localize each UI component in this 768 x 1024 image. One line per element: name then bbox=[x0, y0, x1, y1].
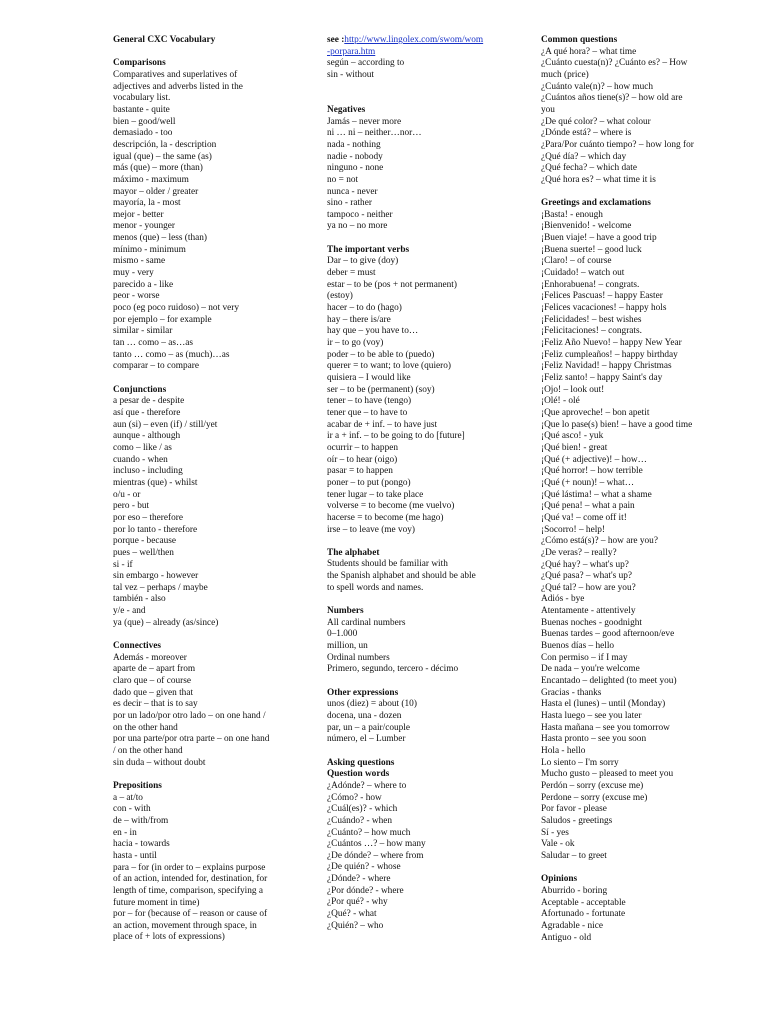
vocab-entry: querer = to want; to love (quiero) bbox=[327, 361, 451, 372]
vocab-entry: ¡Bienvenido! - welcome bbox=[541, 221, 632, 232]
vocab-entry: hacerse = to become (me hago) bbox=[327, 512, 444, 523]
vocab-entry: vocabulary list. bbox=[113, 93, 171, 104]
vocab-entry: ¡Claro! – of course bbox=[541, 256, 612, 267]
vocab-entry: Saludar – to greet bbox=[541, 850, 607, 861]
vocab-entry: mayoría, la - most bbox=[113, 198, 181, 209]
vocab-entry: / on the other hand bbox=[113, 745, 183, 756]
vocab-entry: ¡Feliz santo! – happy Saint's day bbox=[541, 373, 663, 384]
vocab-entry: nadie - nobody bbox=[327, 151, 383, 162]
vocab-entry: peor - worse bbox=[113, 291, 160, 302]
spacer bbox=[113, 769, 298, 781]
vocab-entry: ¿De qué color? – what colour bbox=[541, 116, 651, 127]
vocab-entry: mínimo - minimum bbox=[113, 244, 186, 255]
vocab-entry: no = not bbox=[327, 174, 359, 185]
vocab-entry: ¡Qué bien! - great bbox=[541, 442, 608, 453]
vocab-entry: ¡Felices vacaciones! – happy hols bbox=[541, 303, 667, 314]
vocab-entry: muy - very bbox=[113, 268, 154, 279]
vocab-entry: volverse = to become (me vuelvo) bbox=[327, 501, 455, 512]
vocab-entry: ¡Qué horror! – how terrible bbox=[541, 466, 643, 477]
vocab-entry: Vale - ok bbox=[541, 839, 575, 850]
vocab-entry: ¿Cuántos años tiene(s)? – how old are bbox=[541, 93, 683, 104]
vocab-entry: unos (diez) = about (10) bbox=[327, 699, 417, 710]
reference-link[interactable]: http://www.lingolex.com/swom/wom bbox=[344, 35, 484, 45]
vocab-entry: a pesar de - despite bbox=[113, 396, 185, 407]
vocab-entry: ¡Buena suerte! – good luck bbox=[541, 244, 642, 255]
vocab-entry: ¿Qué tal? – how are you? bbox=[541, 582, 636, 593]
vocab-entry: ¡Feliz Navidad! – happy Christmas bbox=[541, 361, 672, 372]
vocab-entry: parecido a - like bbox=[113, 279, 174, 290]
vocab-entry: por ejemplo – for example bbox=[113, 314, 212, 325]
vocab-entry: número, el – Lumber bbox=[327, 734, 406, 745]
vocab-entry: ¡Feliz cumpleaños! – happy birthday bbox=[541, 349, 678, 360]
vocab-entry: con - with bbox=[113, 804, 151, 815]
vocab-entry: ¿Por dónde? - where bbox=[327, 885, 404, 896]
section-heading: Conjunctions bbox=[113, 384, 167, 395]
vocab-entry: Gracias - thanks bbox=[541, 687, 602, 698]
vocab-entry: irse – to leave (me voy) bbox=[327, 524, 416, 535]
vocab-entry: deber = must bbox=[327, 268, 376, 279]
vocab-entry: ¡Qué lástima! – what a shame bbox=[541, 489, 652, 500]
vocab-entry: hay – there is/are bbox=[327, 314, 391, 325]
vocab-entry: Atentamente - attentively bbox=[541, 606, 636, 617]
spacer bbox=[541, 187, 741, 199]
section-heading: Asking questions bbox=[327, 757, 395, 768]
vocab-entry: ¿De dónde? – where from bbox=[327, 850, 424, 861]
vocab-entry: (estoy) bbox=[327, 291, 353, 302]
vocab-entry: para – for (in order to – explains purpose bbox=[113, 862, 266, 873]
vocab-entry: tal vez – perhaps / maybe bbox=[113, 582, 208, 593]
reference-link[interactable]: -porpara.htm bbox=[327, 46, 376, 57]
vocab-entry: oír – to hear (oigo) bbox=[327, 454, 398, 465]
vocab-entry: Agradable - nice bbox=[541, 920, 603, 931]
vocab-entry: ¿Dónde está? – where is bbox=[541, 128, 632, 139]
vocab-entry: hacer – to do (hago) bbox=[327, 303, 402, 314]
vocab-entry: quisiera – I would like bbox=[327, 372, 411, 383]
vocab-entry: acabar de + inf. – to have just bbox=[327, 419, 438, 430]
vocab-entry: incluso - including bbox=[113, 466, 183, 477]
vocab-entry: Buenos días – hello bbox=[541, 641, 615, 652]
vocab-entry: igual (que) – the same (as) bbox=[113, 151, 212, 162]
vocab-entry: Hasta pronto – see you soon bbox=[541, 734, 647, 745]
vocab-entry: similar - similar bbox=[113, 326, 173, 337]
vocab-entry: De nada – you're welcome bbox=[541, 664, 640, 675]
vocab-entry: tener lugar – to take place bbox=[327, 489, 424, 500]
section-heading: Question words bbox=[327, 769, 390, 780]
vocab-entry: ninguno - none bbox=[327, 163, 384, 174]
spacer bbox=[541, 863, 741, 875]
vocab-entry: ¿Cuánto vale(n)? – how much bbox=[541, 81, 654, 92]
vocab-entry: Aceptable - acceptable bbox=[541, 897, 626, 908]
vocab-entry: Hasta luego – see you later bbox=[541, 711, 642, 722]
spacer bbox=[327, 82, 523, 94]
vocab-entry: poner – to put (pongo) bbox=[327, 477, 411, 488]
vocab-entry: million, un bbox=[327, 641, 368, 652]
vocab-entry: ¡Qué (+ adjective)! – how… bbox=[541, 454, 647, 465]
column-middle bbox=[327, 35, 523, 932]
vocab-entry: por un lado/por otro lado – on one hand / bbox=[113, 711, 266, 722]
vocab-entry: ¡Enhorabuena! – congrats. bbox=[541, 279, 640, 290]
section-heading: Prepositions bbox=[113, 780, 162, 791]
vocab-entry: menos (que) – less (than) bbox=[113, 233, 207, 244]
vocab-entry: hay que – you have to… bbox=[327, 326, 419, 337]
vocab-entry: Hasta el (lunes) – until (Monday) bbox=[541, 699, 666, 710]
vocab-entry: tanto … como – as (much)…as bbox=[113, 349, 230, 360]
vocab-entry: ¿Cuál(es)? - which bbox=[327, 804, 398, 815]
vocab-entry: Hola - hello bbox=[541, 746, 586, 757]
section-heading: Connectives bbox=[113, 641, 162, 652]
vocab-entry: o/u - or bbox=[113, 489, 141, 500]
vocab-entry: hacia - towards bbox=[113, 839, 170, 850]
vocab-entry: Saludos - greetings bbox=[541, 815, 613, 826]
vocab-entry: dado que – given that bbox=[113, 687, 194, 698]
vocab-entry: máximo - maximum bbox=[113, 174, 189, 185]
section-heading: Comparisons bbox=[113, 58, 166, 69]
vocab-entry: Antiguo - old bbox=[541, 932, 592, 943]
vocab-entry: demasiado - too bbox=[113, 128, 173, 139]
vocab-entry: ¿Qué día? – which day bbox=[541, 151, 627, 162]
vocab-entry: mayor – older / greater bbox=[113, 186, 199, 197]
vocab-entry: también - also bbox=[113, 594, 166, 605]
vocab-entry: ¿Qué fecha? – which date bbox=[541, 163, 638, 174]
vocab-entry: Hasta mañana – see you tomorrow bbox=[541, 722, 670, 733]
vocab-entry: ¡Olé! - olé bbox=[541, 396, 580, 407]
section-heading: Greetings and exclamations bbox=[541, 198, 651, 209]
vocab-entry: ocurrir – to happen bbox=[327, 442, 398, 453]
section-heading: Opinions bbox=[541, 874, 578, 885]
vocab-entry: hasta - until bbox=[113, 850, 157, 861]
vocab-entry: Ordinal numbers bbox=[327, 652, 390, 663]
vocab-entry: ser – to be (permanent) (soy) bbox=[327, 384, 435, 395]
vocab-entry: ¿Cómo? - how bbox=[327, 792, 382, 803]
reference-link-continued bbox=[327, 47, 523, 59]
vocab-entry: y/e - and bbox=[113, 606, 146, 617]
vocab-entry: tener – to have (tengo) bbox=[327, 396, 412, 407]
vocab-entry: cuando - when bbox=[113, 454, 168, 465]
vocab-entry: an action, movement through space, in bbox=[113, 920, 257, 931]
vocab-entry: Con permiso – if I may bbox=[541, 652, 628, 663]
vocab-entry: ¿Cuándo? - when bbox=[327, 815, 393, 826]
vocab-entry: Sí - yes bbox=[541, 827, 569, 838]
vocab-entry: adjectives and adverbs listed in the bbox=[113, 81, 243, 92]
vocab-entry: según – according to bbox=[327, 58, 405, 69]
vocab-entry: place of + lots of expressions) bbox=[113, 932, 225, 943]
vocab-entry: ¿Cuánto? – how much bbox=[327, 827, 411, 838]
vocab-entry: ¡Socorro! – help! bbox=[541, 524, 606, 535]
vocab-entry: nada - nothing bbox=[327, 139, 381, 150]
vocab-entry: por – for (because of – reason or cause of bbox=[113, 909, 268, 920]
vocab-entry: es decir – that is to say bbox=[113, 699, 198, 710]
vocab-entry: Encantado – delighted (to meet you) bbox=[541, 676, 677, 687]
vocab-entry: ir – to go (voy) bbox=[327, 338, 384, 349]
vocab-entry: claro que – of course bbox=[113, 676, 191, 687]
vocab-entry: Aburrido - boring bbox=[541, 885, 608, 896]
vocab-entry: ni … ni – neither…nor… bbox=[327, 128, 422, 139]
vocab-entry: Además - moreover bbox=[113, 652, 187, 663]
vocab-entry: ¡Qué va! – come off it! bbox=[541, 512, 627, 523]
vocab-entry: Comparatives and superlatives of bbox=[113, 69, 238, 80]
vocab-entry: 0–1.000 bbox=[327, 629, 358, 640]
vocab-entry: tampoco - neither bbox=[327, 209, 393, 220]
section-heading: Common questions bbox=[541, 35, 618, 45]
vocab-entry: tan … como – as…as bbox=[113, 338, 194, 349]
vocab-entry: aparte de – apart from bbox=[113, 664, 196, 675]
vocab-entry: Por favor - please bbox=[541, 804, 607, 815]
section-heading: The important verbs bbox=[327, 244, 410, 255]
vocab-entry: ¿Cuánto cuesta(n)? ¿Cuánto es? – How bbox=[541, 58, 688, 69]
vocab-entry: sin duda – without doubt bbox=[113, 757, 206, 768]
vocab-entry: All cardinal numbers bbox=[327, 617, 406, 628]
spacer bbox=[113, 373, 298, 385]
vocab-entry: poco (eg poco ruidoso) – not very bbox=[113, 303, 239, 314]
vocab-entry: Primero, segundo, tercero - décimo bbox=[327, 664, 459, 675]
vocab-entry: ¿Qué pasa? – what's up? bbox=[541, 571, 632, 582]
spacer bbox=[327, 93, 523, 105]
spacer bbox=[327, 676, 523, 688]
vocab-entry: ¡Qué (+ noun)! – what… bbox=[541, 477, 635, 488]
vocab-entry: sino - rather bbox=[327, 198, 372, 209]
vocab-entry: por lo tanto - therefore bbox=[113, 524, 198, 535]
vocab-entry: ¡Felicidades! – best wishes bbox=[541, 314, 642, 325]
vocab-entry: Dar – to give (doy) bbox=[327, 256, 399, 267]
vocab-entry: sin - without bbox=[327, 69, 375, 80]
vocab-entry: ¡Ojo! – look out! bbox=[541, 384, 605, 395]
reference-line bbox=[327, 35, 523, 47]
section-heading: Negatives bbox=[327, 104, 366, 115]
vocab-entry: Perdón – sorry (excuse me) bbox=[541, 780, 644, 791]
vocab-entry: ¡Qué pena! – what a pain bbox=[541, 501, 635, 512]
vocab-entry: ¿De veras? – really? bbox=[541, 547, 617, 558]
vocab-entry: ¡Buen viaje! – have a good trip bbox=[541, 233, 657, 244]
vocab-entry: of an action, intended for, destination, for bbox=[113, 874, 268, 885]
vocab-entry: estar – to be (pos + not permanent) bbox=[327, 279, 457, 290]
vocab-entry: bastante - quite bbox=[113, 104, 170, 115]
vocab-entry: ¿Adónde? – where to bbox=[327, 780, 407, 791]
vocab-entry: mientras (que) - whilst bbox=[113, 477, 198, 488]
vocab-entry: comparar – to compare bbox=[113, 361, 199, 372]
vocab-entry: aun (si) – even (if) / still/yet bbox=[113, 419, 218, 430]
vocab-entry: the Spanish alphabet and should be able bbox=[327, 571, 476, 582]
vocab-entry: to spell words and names. bbox=[327, 582, 424, 593]
vocab-entry: future moment in time) bbox=[113, 897, 200, 908]
vocab-entry: you bbox=[541, 104, 555, 115]
section-heading: The alphabet bbox=[327, 547, 380, 558]
vocab-entry: como – like / as bbox=[113, 442, 172, 453]
vocab-entry: much (price) bbox=[541, 69, 589, 80]
vocab-entry: ¿Qué hora es? – what time it is bbox=[541, 174, 656, 185]
vocab-entry: ¿Dónde? - where bbox=[327, 874, 391, 885]
vocab-entry: ya no – no more bbox=[327, 221, 388, 232]
section-heading: General CXC Vocabulary bbox=[113, 35, 216, 45]
vocab-entry: menor - younger bbox=[113, 221, 175, 232]
vocab-entry: Perdone – sorry (excuse me) bbox=[541, 792, 648, 803]
reference-label: see : bbox=[327, 35, 345, 45]
vocab-entry: tener que – to have to bbox=[327, 407, 408, 418]
vocab-entry: ¿Quién? – who bbox=[327, 920, 384, 931]
spacer bbox=[327, 233, 523, 245]
column-right bbox=[541, 35, 741, 944]
vocab-entry: ¿Cómo está(s)? – how are you? bbox=[541, 536, 658, 547]
spacer bbox=[327, 536, 523, 548]
vocab-entry: ir a + inf. – to be going to do [future] bbox=[327, 431, 465, 442]
vocab-entry: ¿Para/Por cuánto tiempo? – how long for bbox=[541, 139, 694, 150]
vocab-entry: mejor - better bbox=[113, 209, 164, 220]
vocab-entry: ¡Felicitaciones! – congrats. bbox=[541, 326, 642, 337]
vocab-entry: más (que) – more (than) bbox=[113, 163, 203, 174]
vocab-entry: Afortunado - fortunate bbox=[541, 909, 626, 920]
vocab-entry: pues – well/then bbox=[113, 547, 174, 558]
vocab-entry: a – at/to bbox=[113, 792, 143, 803]
vocab-entry: ¿De quién? - whose bbox=[327, 862, 401, 873]
vocab-entry: ¡Qué asco! - yuk bbox=[541, 431, 604, 442]
vocab-entry: por una parte/por otra parte – on one hand bbox=[113, 734, 270, 745]
vocab-entry: ¡Basta! - enough bbox=[541, 209, 603, 220]
vocab-entry: ¿Qué hay? – what's up? bbox=[541, 559, 629, 570]
vocab-entry: ¿A qué hora? – what time bbox=[541, 46, 637, 57]
spacer bbox=[327, 594, 523, 606]
vocab-entry: ¡Que aproveche! – bon apetit bbox=[541, 407, 650, 418]
section-heading: Numbers bbox=[327, 606, 364, 617]
vocab-entry: pasar = to happen bbox=[327, 466, 393, 477]
vocab-entry: Lo siento – I'm sorry bbox=[541, 757, 619, 768]
section-heading: Other expressions bbox=[327, 687, 399, 698]
vocab-entry: Buenas noches - goodnight bbox=[541, 617, 642, 628]
vocab-entry: sin embargo - however bbox=[113, 571, 199, 582]
vocab-entry: bien – good/well bbox=[113, 116, 176, 127]
vocab-entry: nunca - never bbox=[327, 186, 378, 197]
vocab-entry: así que - therefore bbox=[113, 407, 181, 418]
vocab-entry: ¿Por qué? - why bbox=[327, 897, 388, 908]
vocab-entry: ¡Que lo pase(s) bien! – have a good time bbox=[541, 419, 693, 430]
column-left bbox=[113, 35, 298, 944]
vocab-entry: par, un – a pair/couple bbox=[327, 722, 411, 733]
vocab-entry: Mucho gusto – pleased to meet you bbox=[541, 769, 674, 780]
vocab-entry: ¡Feliz Año Nuevo! – happy New Year bbox=[541, 338, 682, 349]
vocab-entry: si - if bbox=[113, 559, 133, 570]
vocab-entry: en - in bbox=[113, 827, 137, 838]
spacer bbox=[113, 629, 298, 641]
vocab-entry: mismo - same bbox=[113, 256, 166, 267]
vocab-entry: por eso – therefore bbox=[113, 512, 183, 523]
vocab-entry: Buenas tardes – good afternoon/eve bbox=[541, 629, 675, 640]
vocab-entry: pero - but bbox=[113, 501, 150, 512]
vocab-entry: Students should be familiar with bbox=[327, 559, 448, 570]
vocab-entry: descripción, la - description bbox=[113, 139, 217, 150]
vocab-entry: Adiós - bye bbox=[541, 594, 585, 605]
vocab-entry: on the other hand bbox=[113, 722, 178, 733]
vocab-entry: ¡Cuidado! – watch out bbox=[541, 268, 625, 279]
vocab-entry: ¿Cuántos …? – how many bbox=[327, 839, 426, 850]
vocab-entry: docena, una - dozen bbox=[327, 710, 402, 721]
vocab-entry: porque - because bbox=[113, 536, 176, 547]
spacer bbox=[113, 47, 298, 59]
vocab-entry: de – with/from bbox=[113, 815, 169, 826]
vocab-entry: ya (que) – already (as/since) bbox=[113, 617, 219, 628]
vocab-entry: poder – to be able to (puedo) bbox=[327, 349, 435, 360]
vocab-entry: length of time, comparison, specifying a bbox=[113, 885, 264, 896]
vocab-entry: ¿Qué? - what bbox=[327, 909, 377, 920]
spacer bbox=[327, 746, 523, 758]
vocab-entry: aunque - although bbox=[113, 431, 181, 442]
vocab-entry: Jamás – never more bbox=[327, 116, 402, 127]
vocab-entry: ¡Felices Pascuas! – happy Easter bbox=[541, 291, 663, 302]
